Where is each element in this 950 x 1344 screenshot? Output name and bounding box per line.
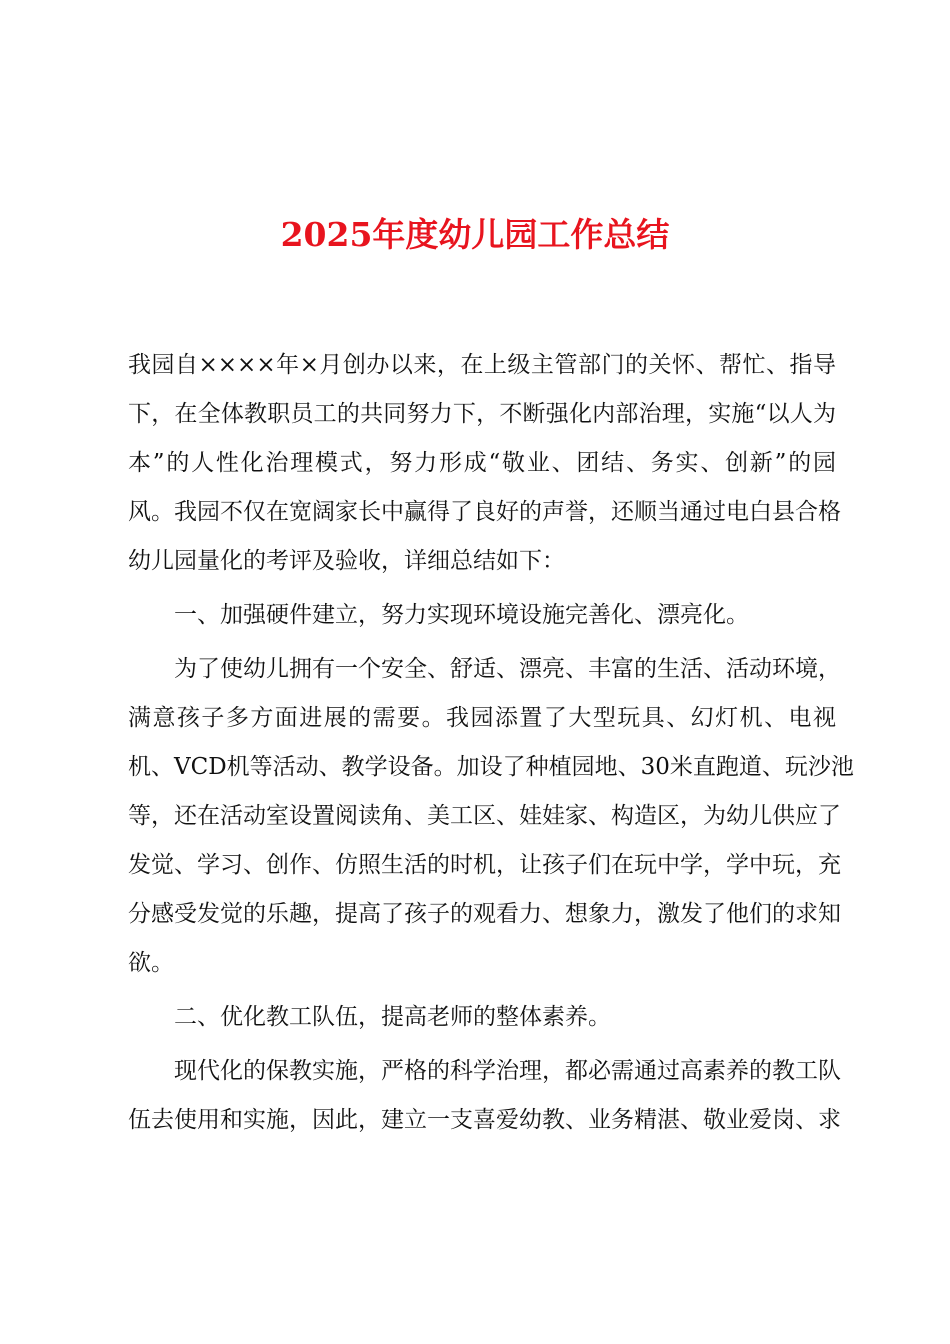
section-heading-text: 一、加强硬件建立，努力实现环境设施完善化、漂亮化。 [174,602,749,628]
section-heading-1 [128,591,836,640]
paragraph-hardware [128,645,854,988]
document-body [128,341,854,1145]
section-heading-text: 二、优化教工队伍，提高老师的整体素养。 [174,1004,611,1030]
text-line: 下，在全体教职员工的共同努力下，不断强化内部治理，实施“以人为 [128,401,836,427]
text-line: 我园自××××年×月创办以来，在上级主管部门的关怀、帮忙、指导 [128,352,836,378]
paragraph-staff [128,1047,841,1145]
text-line: 为了使幼儿拥有一个安全、舒适、漂亮、丰富的生活、活动环境， [174,656,841,682]
text-line: 风。我园不仅在宽阔家长中赢得了良好的声誉，还顺当通过电白县合格 [128,499,841,525]
text-line: 满意孩子多方面进展的需要。我园添置了大型玩具、幻灯机、电视 [128,705,836,731]
text-line: 发觉、学习、创作、仿照生活的时机，让孩子们在玩中学，学中玩，充 [128,852,841,878]
document-title: 2025年度幼儿园工作总结 [280,215,670,254]
text-line: 幼儿园量化的考评及验收，详细总结如下： [128,548,565,574]
text-line: 现代化的保教实施，严格的科学治理，都必需通过高素养的教工队 [174,1058,841,1084]
paragraph-intro [128,341,841,586]
text-line: 等，还在活动室设置阅读角、美工区、娃娃家、构造区，为幼儿供应了 [128,803,841,829]
section-heading-2 [128,993,836,1042]
text-line: 伍去使用和实施，因此，建立一支喜爱幼教、业务精湛、敬业爱岗、求 [128,1107,841,1133]
text-line: 机、VCD机等活动、教学设备。加设了种植园地、30米直跑道、玩沙池 [128,754,854,780]
text-line: 欲。 [128,950,174,976]
text-line: 本”的人性化治理模式，努力形成“敬业、团结、务实、创新”的园 [128,450,836,476]
text-line: 分感受发觉的乐趣，提高了孩子的观看力、想象力，激发了他们的求知 [128,901,841,927]
